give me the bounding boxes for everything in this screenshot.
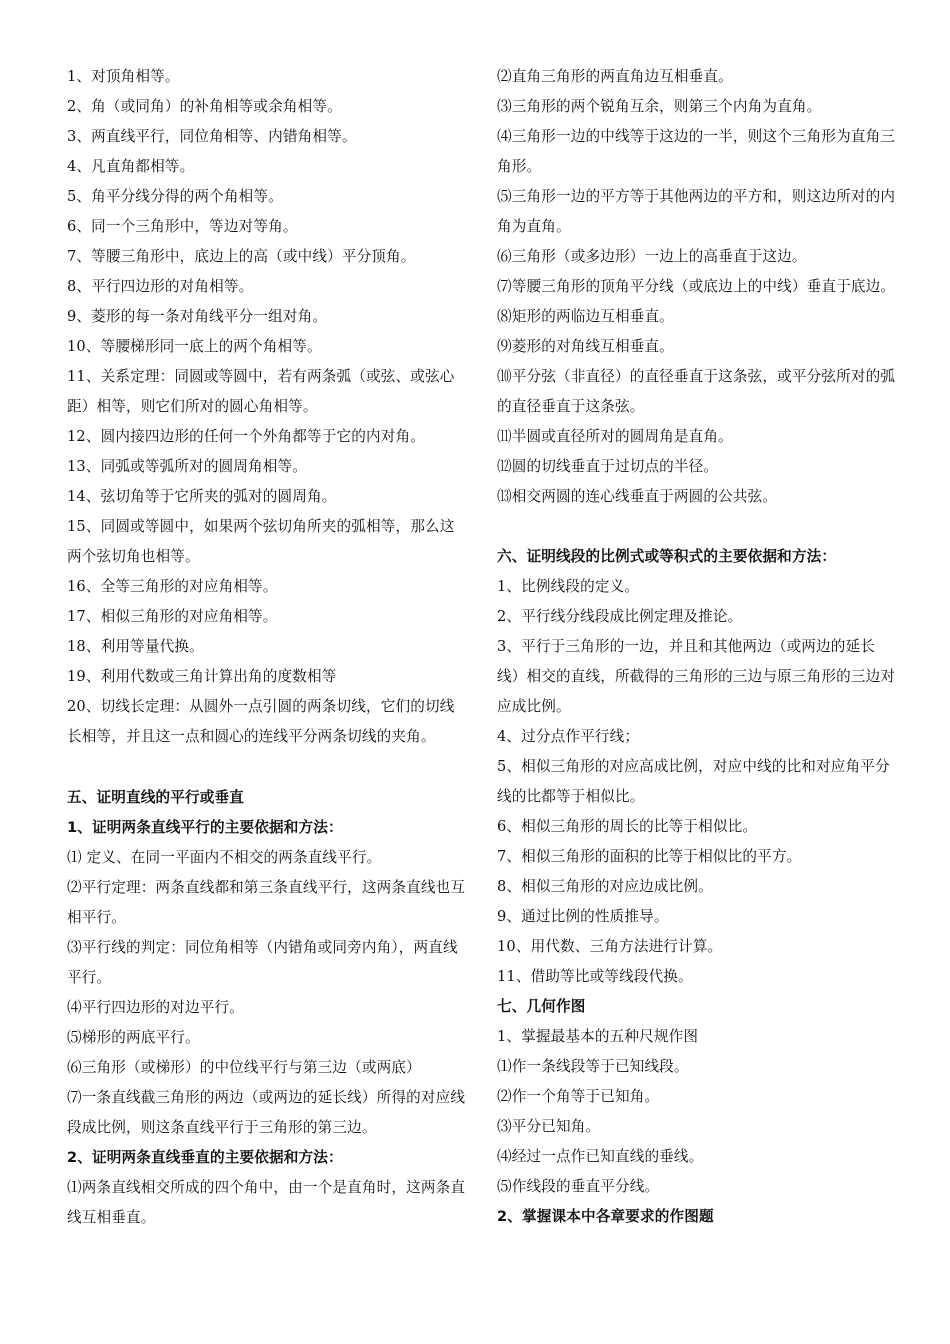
list-item: 14、弦切角等于它所夹的弧对的圆周角。 [67, 488, 337, 505]
list-item: ⑶三角形的两个锐角互余，则第三个内角为直角。 [497, 98, 822, 115]
list-item: 7、等腰三角形中，底边上的高（或中线）平分顶角。 [67, 248, 416, 265]
list-item: ⑶平行线的判定：同位角相等（内错角或同旁内角），两直线平行。 [67, 939, 458, 986]
subsection-heading: 2、证明两条直线垂直的主要依据和方法： [67, 1149, 343, 1166]
list-item: 17、相似三角形的对应角相等。 [67, 608, 278, 625]
list-item: ⑴作一条线段等于已知线段。 [497, 1058, 689, 1075]
list-item: ⑾半圆或直径所对的圆周角是直角。 [497, 428, 733, 445]
list-item: 10、等腰梯形同一底上的两个角相等。 [67, 338, 322, 355]
list-item: 10、用代数、三角方法进行计算。 [497, 938, 723, 955]
list-item: 8、相似三角形的对应边成比例。 [497, 878, 713, 895]
perpendicular-methods-list [497, 62, 897, 512]
section-heading: 六、证明线段的比例式或等积式的主要依据和方法： [497, 548, 837, 565]
list-item: ⑷平行四边形的对边平行。 [67, 999, 244, 1016]
list-item: 13、同弧或等弧所对的圆周角相等。 [67, 458, 308, 475]
list-item: 19、利用代数或三角计算出角的度数相等 [67, 668, 337, 685]
list-item: ⑸三角形一边的平方等于其他两边的平方和，则这边所对的内角为直角。 [497, 188, 896, 235]
list-item: ⑺一条直线截三角形的两边（或两边的延长线）所得的对应线段成比例，则这条直线平行于三角形的第三边。 [67, 1089, 466, 1136]
list-item: 1、比例线段的定义。 [497, 578, 640, 595]
list-item: 15、同圆或等圆中，如果两个弦切角所夹的弧相等，那么这两个弦切角也相等。 [67, 518, 455, 565]
list-item: 12、圆内接四边形的任何一个外角都等于它的内对角。 [67, 428, 425, 445]
list-item: 7、相似三角形的面积的比等于相似比的平方。 [497, 848, 802, 865]
list-item: 4、过分点作平行线； [497, 728, 640, 745]
list-item: ⑴两条直线相交所成的四个角中，由一个是直角时，这两条直线互相垂直。 [67, 1179, 466, 1226]
list-item: 1、掌握最基本的五种尺规作图 [497, 1028, 699, 1045]
section-heading: 七、几何作图 [497, 998, 586, 1015]
list-item: ⑴ 定义、在同一平面内不相交的两条直线平行。 [67, 849, 382, 866]
list-item: 9、通过比例的性质推导。 [497, 908, 669, 925]
list-item: 4、凡直角都相等。 [67, 158, 195, 175]
list-item: ⑷三角形一边的中线等于这边的一半，则这个三角形为直角三角形。 [497, 128, 896, 175]
angle-equality-list [67, 62, 467, 752]
list-item: 5、角平分线分得的两个角相等。 [67, 188, 283, 205]
list-item: 20、切线长定理：从圆外一点引圆的两条切线，它们的切线长相等，并且这一点和圆心的连线平分两条切线的夹角。 [67, 698, 455, 745]
list-item: ⑽平分弦（非直径）的直径垂直于这条弦，或平分弦所对的弧的直径垂直于这条弦。 [497, 368, 896, 415]
subsection-heading: 2、掌握课本中各章要求的作图题 [497, 1208, 714, 1225]
list-item: ⑵直角三角形的两直角边互相垂直。 [497, 68, 733, 85]
list-item: 1、对顶角相等。 [67, 68, 180, 85]
list-item: ⑿圆的切线垂直于过切点的半径。 [497, 458, 719, 475]
list-item: 9、菱形的每一条对角线平分一组对角。 [67, 308, 328, 325]
list-item: ⑹三角形（或多边形）一边上的高垂直于这边。 [497, 248, 807, 265]
list-item: ⑵作一个角等于已知角。 [497, 1088, 660, 1105]
list-item: ⑸作线段的垂直平分线。 [497, 1178, 660, 1195]
list-item: 2、平行线分线段成比例定理及推论。 [497, 608, 743, 625]
list-item: 18、利用等量代换。 [67, 638, 204, 655]
list-item: 11、借助等比或等线段代换。 [497, 968, 693, 985]
list-item: 16、全等三角形的对应角相等。 [67, 578, 278, 595]
section-spacer [67, 752, 467, 783]
list-item: 6、同一个三角形中，等边对等角。 [67, 218, 298, 235]
list-item: ⑵平行定理：两条直线都和第三条直线平行，这两条直线也互相平行。 [67, 879, 466, 926]
list-item: 3、平行于三角形的一边，并且和其他两边（或两边的延长线）相交的直线，所截得的三角形的三边与原三角形的三边对应成比例。 [497, 638, 896, 715]
subsection-heading: 1、证明两条直线平行的主要依据和方法： [67, 819, 343, 836]
list-item: ⑺等腰三角形的顶角平分线（或底边上的中线）垂直于底边。 [497, 278, 896, 295]
parallel-methods-list [67, 843, 467, 1143]
list-item: 2、角（或同角）的补角相等或余角相等。 [67, 98, 342, 115]
list-item: ⑸梯形的两底平行。 [67, 1029, 200, 1046]
list-item: 11、关系定理：同圆或等圆中，若有两条弧（或弦、或弦心距）相等，则它们所对的圆心角相等。 [67, 368, 455, 415]
section-heading: 五、证明直线的平行或垂直 [67, 789, 244, 806]
list-item: ⑼菱形的对角线互相垂直。 [497, 338, 674, 355]
construction-list [497, 1052, 897, 1202]
list-item: ⑶平分已知角。 [497, 1118, 601, 1135]
list-item: ⒀相交两圆的连心线垂直于两圆的公共弦。 [497, 488, 778, 505]
list-item: ⑷经过一点作已知直线的垂线。 [497, 1148, 704, 1165]
list-item: 3、两直线平行，同位角相等、内错角相等。 [67, 128, 357, 145]
list-item: 8、平行四边形的对角相等。 [67, 278, 254, 295]
list-item: 6、相似三角形的周长的比等于相似比。 [497, 818, 758, 835]
right-column [497, 62, 897, 1232]
left-column [67, 62, 467, 1233]
section-spacer [497, 512, 897, 542]
list-item: ⑹三角形（或梯形）的中位线平行与第三边（或两底） [67, 1059, 421, 1076]
ratio-methods-list [497, 572, 897, 992]
list-item: ⑻矩形的两临边互相垂直。 [497, 308, 674, 325]
list-item: 5、相似三角形的对应高成比例，对应中线的比和对应角平分线的比都等于相似比。 [497, 758, 890, 805]
